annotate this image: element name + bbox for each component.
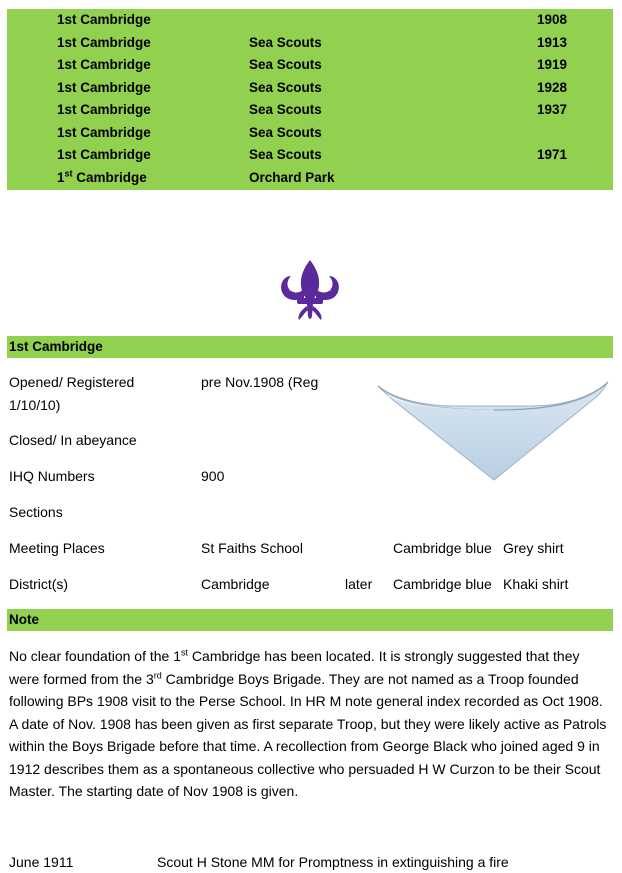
district-later: later: [345, 576, 373, 592]
meeting-value: St Faiths School: [201, 540, 303, 556]
award-date: June 1911: [9, 854, 74, 870]
group-header: 1st Cambridge: [7, 336, 613, 358]
troop-name: 1st Cambridge: [57, 102, 151, 117]
neckerchief-icon: [376, 376, 612, 484]
troop-year: 1913: [537, 35, 568, 50]
closed-label: Closed/ In abeyance: [9, 432, 137, 448]
table-row: [7, 54, 613, 76]
troop-type: Sea Scouts: [249, 125, 322, 140]
troop-type: Sea Scouts: [249, 147, 322, 162]
table-row: [7, 122, 613, 144]
troop-name: 1st Cambridge: [57, 125, 151, 140]
troop-year: 1919: [537, 57, 568, 72]
troop-name: 1st Cambridge: [57, 147, 151, 162]
district-label: District(s): [9, 576, 69, 592]
table-row: [7, 77, 613, 99]
troop-name: 1st Cambridge: [57, 12, 151, 27]
table-row: [7, 9, 613, 31]
table-row: [7, 167, 613, 189]
troop-type: Sea Scouts: [249, 80, 322, 95]
troop-type: Orchard Park: [249, 170, 335, 185]
scarf-color: Cambridge blue: [393, 576, 492, 592]
opened-value: pre Nov.1908 (Reg: [201, 374, 319, 390]
fleur-de-lis-icon: [277, 258, 343, 324]
troop-year: 1908: [537, 12, 568, 27]
troop-year: 1937: [537, 102, 568, 117]
troop-type: Sea Scouts: [249, 35, 322, 50]
district-value: Cambridge: [201, 576, 270, 592]
award-text: Scout H Stone MM for Promptness in extinguishing a fire: [157, 854, 509, 870]
troop-name: 1st Cambridge: [57, 80, 151, 95]
meeting-label: Meeting Places: [9, 540, 105, 556]
sections-label: Sections: [9, 504, 63, 520]
note-header: Note: [7, 609, 613, 631]
troop-type: Sea Scouts: [249, 102, 322, 117]
troop-year: 1971: [537, 147, 568, 162]
troop-year: 1928: [537, 80, 568, 95]
table-row: [7, 99, 613, 121]
opened-label: Opened/ Registered: [9, 374, 135, 390]
table-row: [7, 144, 613, 166]
shirt-color: Grey shirt: [503, 540, 564, 556]
troop-name: 1st Cambridge: [57, 57, 151, 72]
ihq-label: IHQ Numbers: [9, 468, 95, 484]
opened-value-cont: 1/10/10): [9, 397, 61, 413]
ihq-value: 900: [201, 468, 225, 484]
note-text: No clear foundation of the 1st Cambridge has been located. It is strongly suggested that they were formed from the 3rd Cambridge Boys Brigade. They are not named as a Troop founded following BPs 1908 visit to the Perse School. In HR M note general index recorded as Oct 1908. A date of Nov. 1908 has been given as first separate Troop, but they were likely active as Patrols within the Boys Brigade before that time. A recollection from George Black who joined aged 9 in 1912 describes them as a spontaneous collective who persuaded H W Curzon to be their Scout Master. The starting date of Nov 1908 is given.: [9, 647, 607, 799]
shirt-color: Khaki shirt: [503, 576, 569, 592]
scarf-color: Cambridge blue: [393, 540, 492, 556]
troop-name: 1st Cambridge: [57, 35, 151, 50]
troop-type: Sea Scouts: [249, 57, 322, 72]
troop-history-table: [7, 9, 613, 190]
troop-name: 1st Cambridge: [57, 168, 147, 185]
table-row: [7, 32, 613, 54]
